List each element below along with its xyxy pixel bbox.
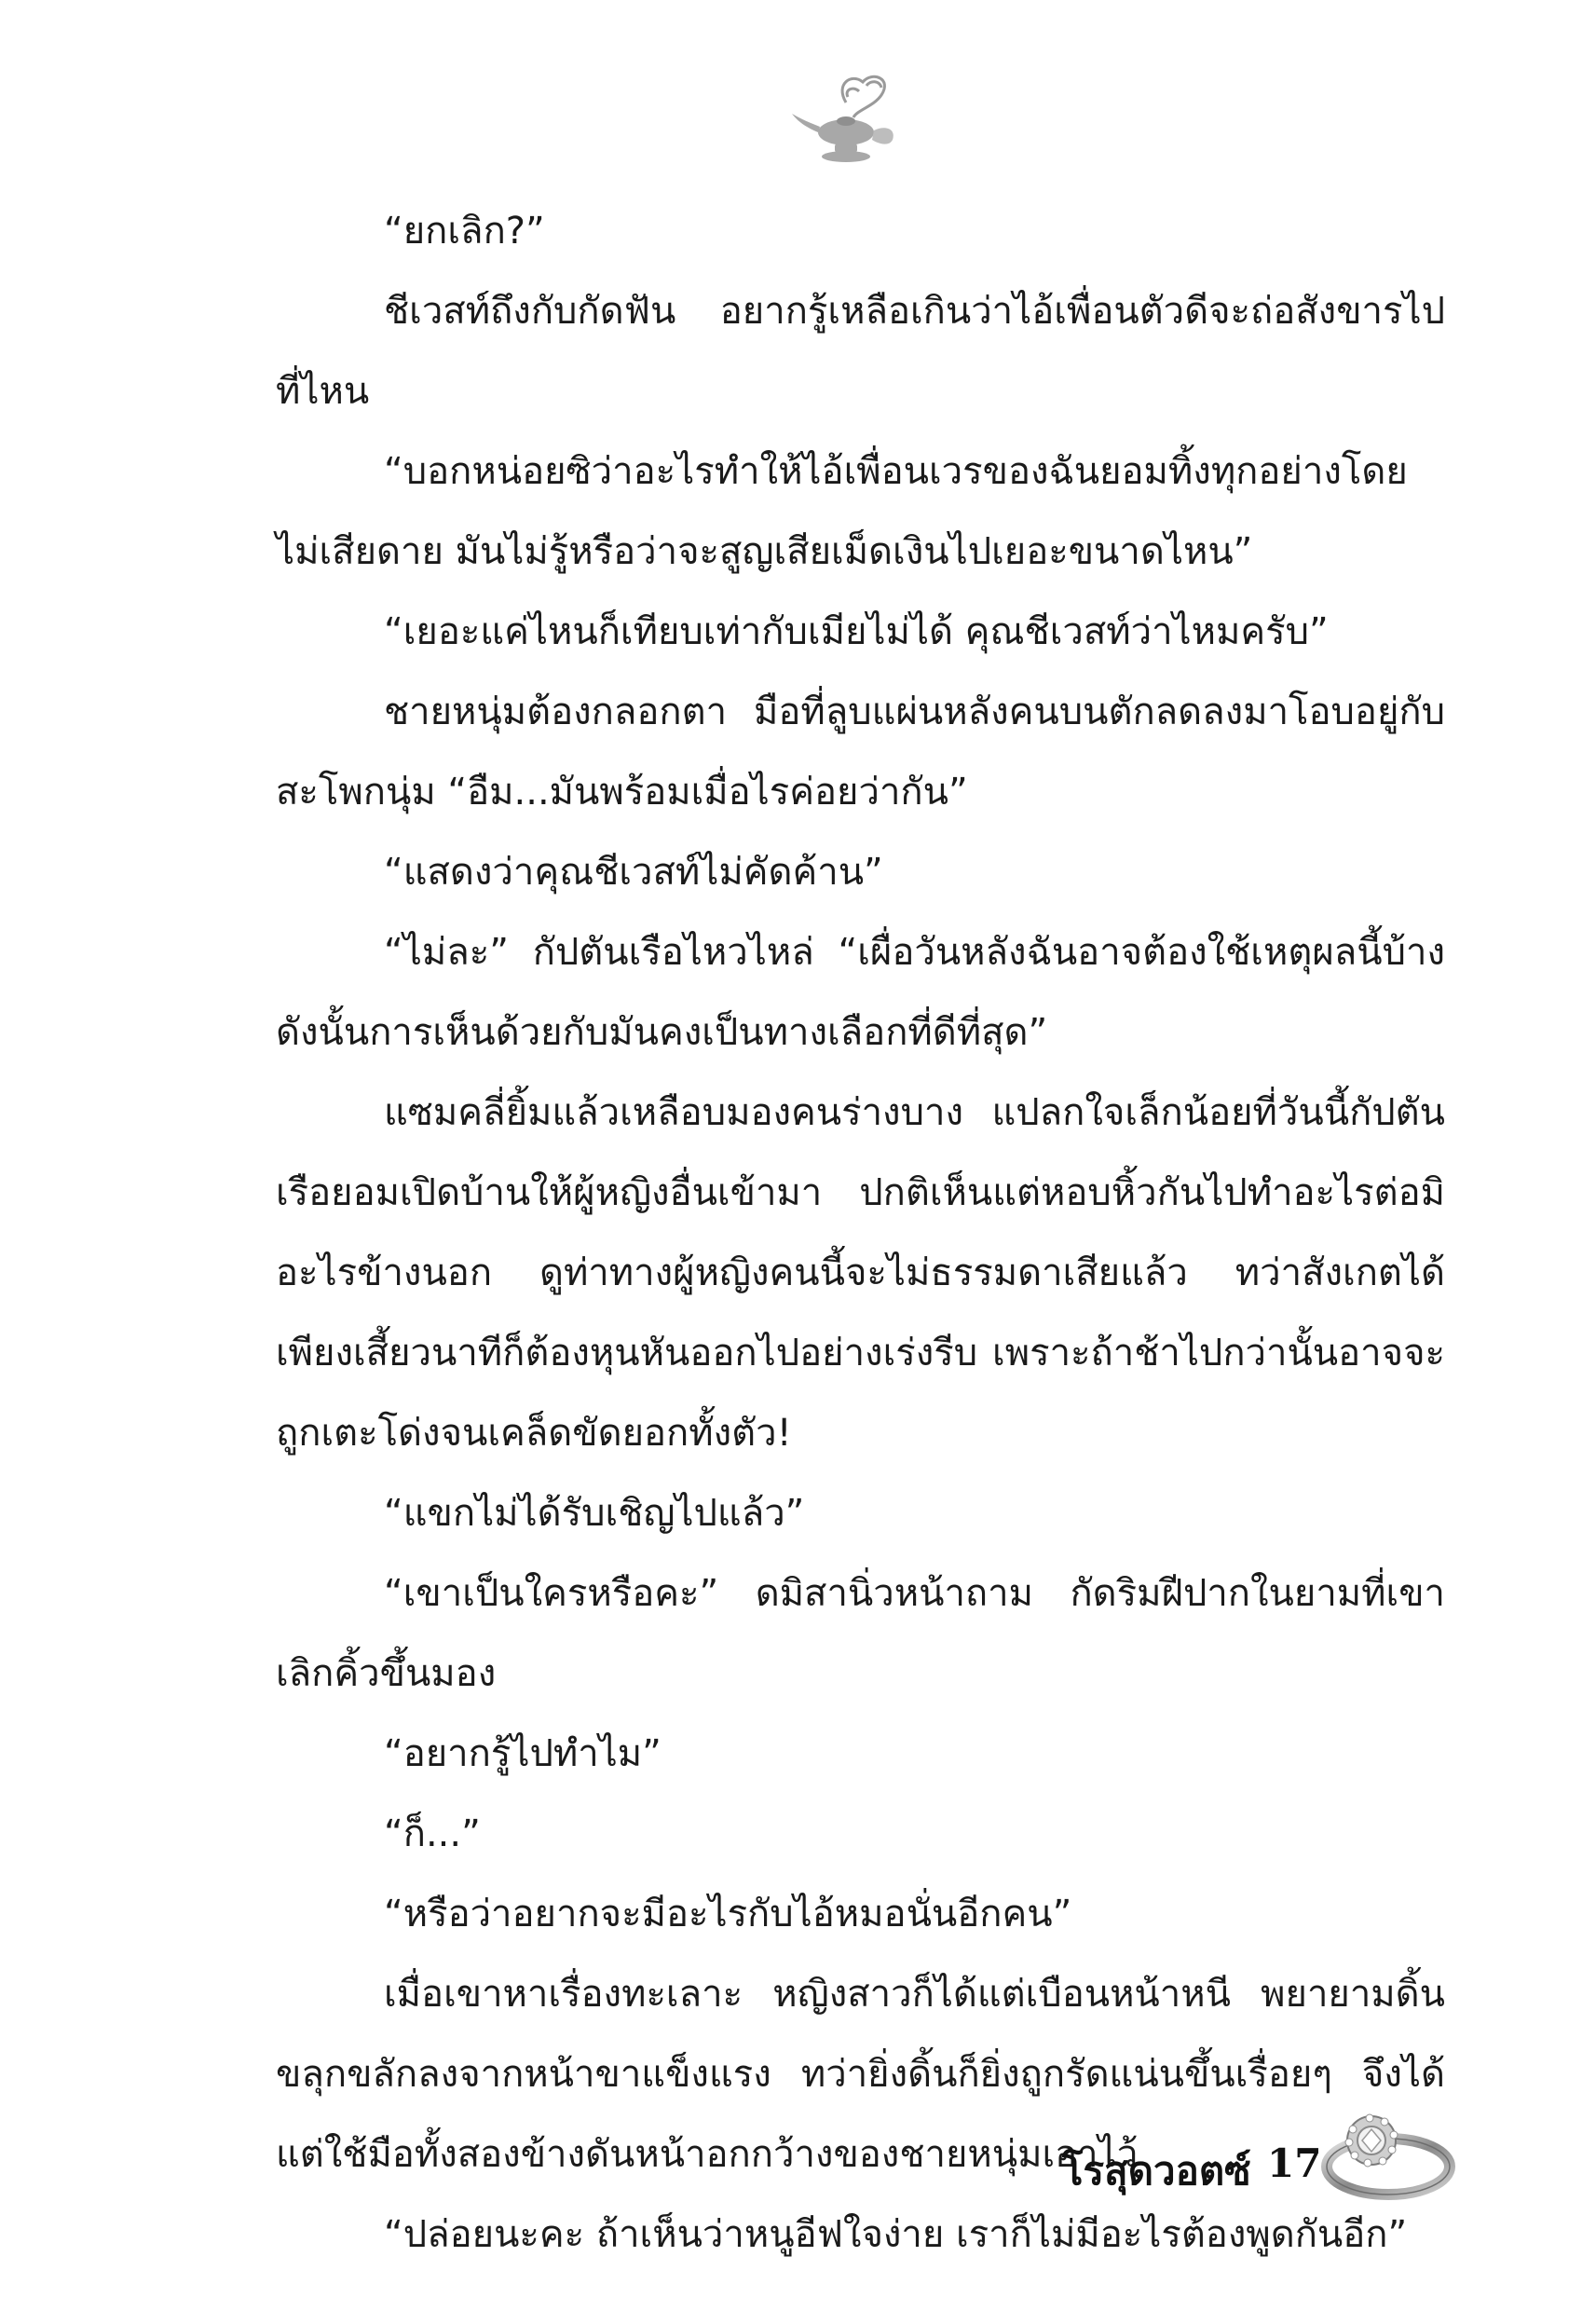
- paragraph: “ยกเลิก?”: [384, 210, 545, 253]
- paragraph: “หรือว่าอยากจะมีอะไรกับไอ้หมอนั่นอีกคน”: [384, 1893, 1072, 1935]
- paragraph: “เขาเป็นใครหรือคะ” ดมิสานิ่วหน้าถาม กัดริมฝีปากในยามที่เขาเลิกคิ้วขึ้นมอง: [276, 1572, 1445, 1695]
- paragraph: เมื่อเขาหาเรื่องทะเลาะ หญิงสาวก็ได้แต่เบือนหน้าหนี พยายามดิ้นขลุกขลักลงจากหน้าขาแข็งแรง ทว่ายิ่งดิ้นก็ยิ่งถูกรัดแน่นขึ้นเรื่อยๆ จึงได้แต่ใช้มือทั้งสองข้างดันหน้าอกกว้างของชายหนุ่มเอาไว้: [276, 1973, 1445, 2176]
- paragraph: ชีเวสท์ถึงกับกัดฟัน อยากรู้เหลือเกินว่าไอ้เพื่อนตัวดีจะถ่อสังขารไปที่ไหน: [276, 290, 1445, 413]
- paragraph: “แขกไม่ได้รับเชิญไปแล้ว”: [384, 1492, 805, 1535]
- paragraph: “ก็...”: [384, 1812, 481, 1855]
- page-footer: [1062, 2101, 1435, 2213]
- paragraph: “อยากรู้ไปทำไม”: [384, 1732, 662, 1775]
- page-number: 17: [1267, 2140, 1322, 2186]
- body-text: [276, 191, 1445, 2275]
- diamond-ring-icon: [1316, 2101, 1455, 2208]
- paragraph: “ปล่อยนะคะ ถ้าเห็นว่าหนูอีฟใจง่าย เราก็ไม่มีอะไรต้องพูดกันอีก”: [384, 2213, 1408, 2256]
- paragraph: “ไม่ละ” กัปตันเรือไหวไหล่ “เผื่อวันหลังฉันอาจต้องใช้เหตุผลนี้บ้าง ดังนั้นการเห็นด้วยกับมันคงเป็นทางเลือกที่ดีที่สุด”: [276, 931, 1445, 1054]
- paragraph: “เยอะแค่ไหนก็เทียบเท่ากับเมียไม่ได้ คุณชีเวสท์ว่าไหมครับ”: [384, 610, 1329, 653]
- paragraph: “บอกหน่อยซิว่าอะไรทำให้ไอ้เพื่อนเวรของฉันยอมทิ้งทุกอย่างโดยไม่เสียดาย มันไม่รู้หรือว่าจะสูญเสียเม็ดเงินไปเยอะขนาดไหน”: [276, 450, 1408, 573]
- paragraph: แซมคลี่ยิ้มแล้วเหลือบมองคนร่างบาง แปลกใจเล็กน้อยที่วันนี้กัปตันเรือยอมเปิดบ้านให้ผู้หญิงอื่นเข้ามา ปกติเห็นแต่หอบหิ้วกันไปทำอะไรต่อมิอะไรข้างนอก ดูท่าทางผู้หญิงคนนี้จะไม่ธรรมดาเสียแล้ว ทว่าสังเกตได้เพียงเสี้ยวนาทีก็ต้องหุนหันออกไปอย่างเร่งรีบ เพราะถ้าช้าไปกว่านั้นอาจจะถูกเตะโด่งจนเคล็ดขัดยอกทั้งตัว!: [276, 1091, 1445, 1455]
- running-title: โรสุดวอตซ์: [1062, 2148, 1251, 2194]
- genie-lamp-icon: [788, 65, 909, 172]
- paragraph: “แสดงว่าคุณชีเวสท์ไม่คัดค้าน”: [384, 851, 883, 894]
- paragraph: ชายหนุ่มต้องกลอกตา มือที่ลูบแผ่นหลังคนบนตักลดลงมาโอบอยู่กับสะโพกนุ่ม “อืม...มันพร้อมเมื่อไรค่อยว่ากัน”: [276, 691, 1445, 814]
